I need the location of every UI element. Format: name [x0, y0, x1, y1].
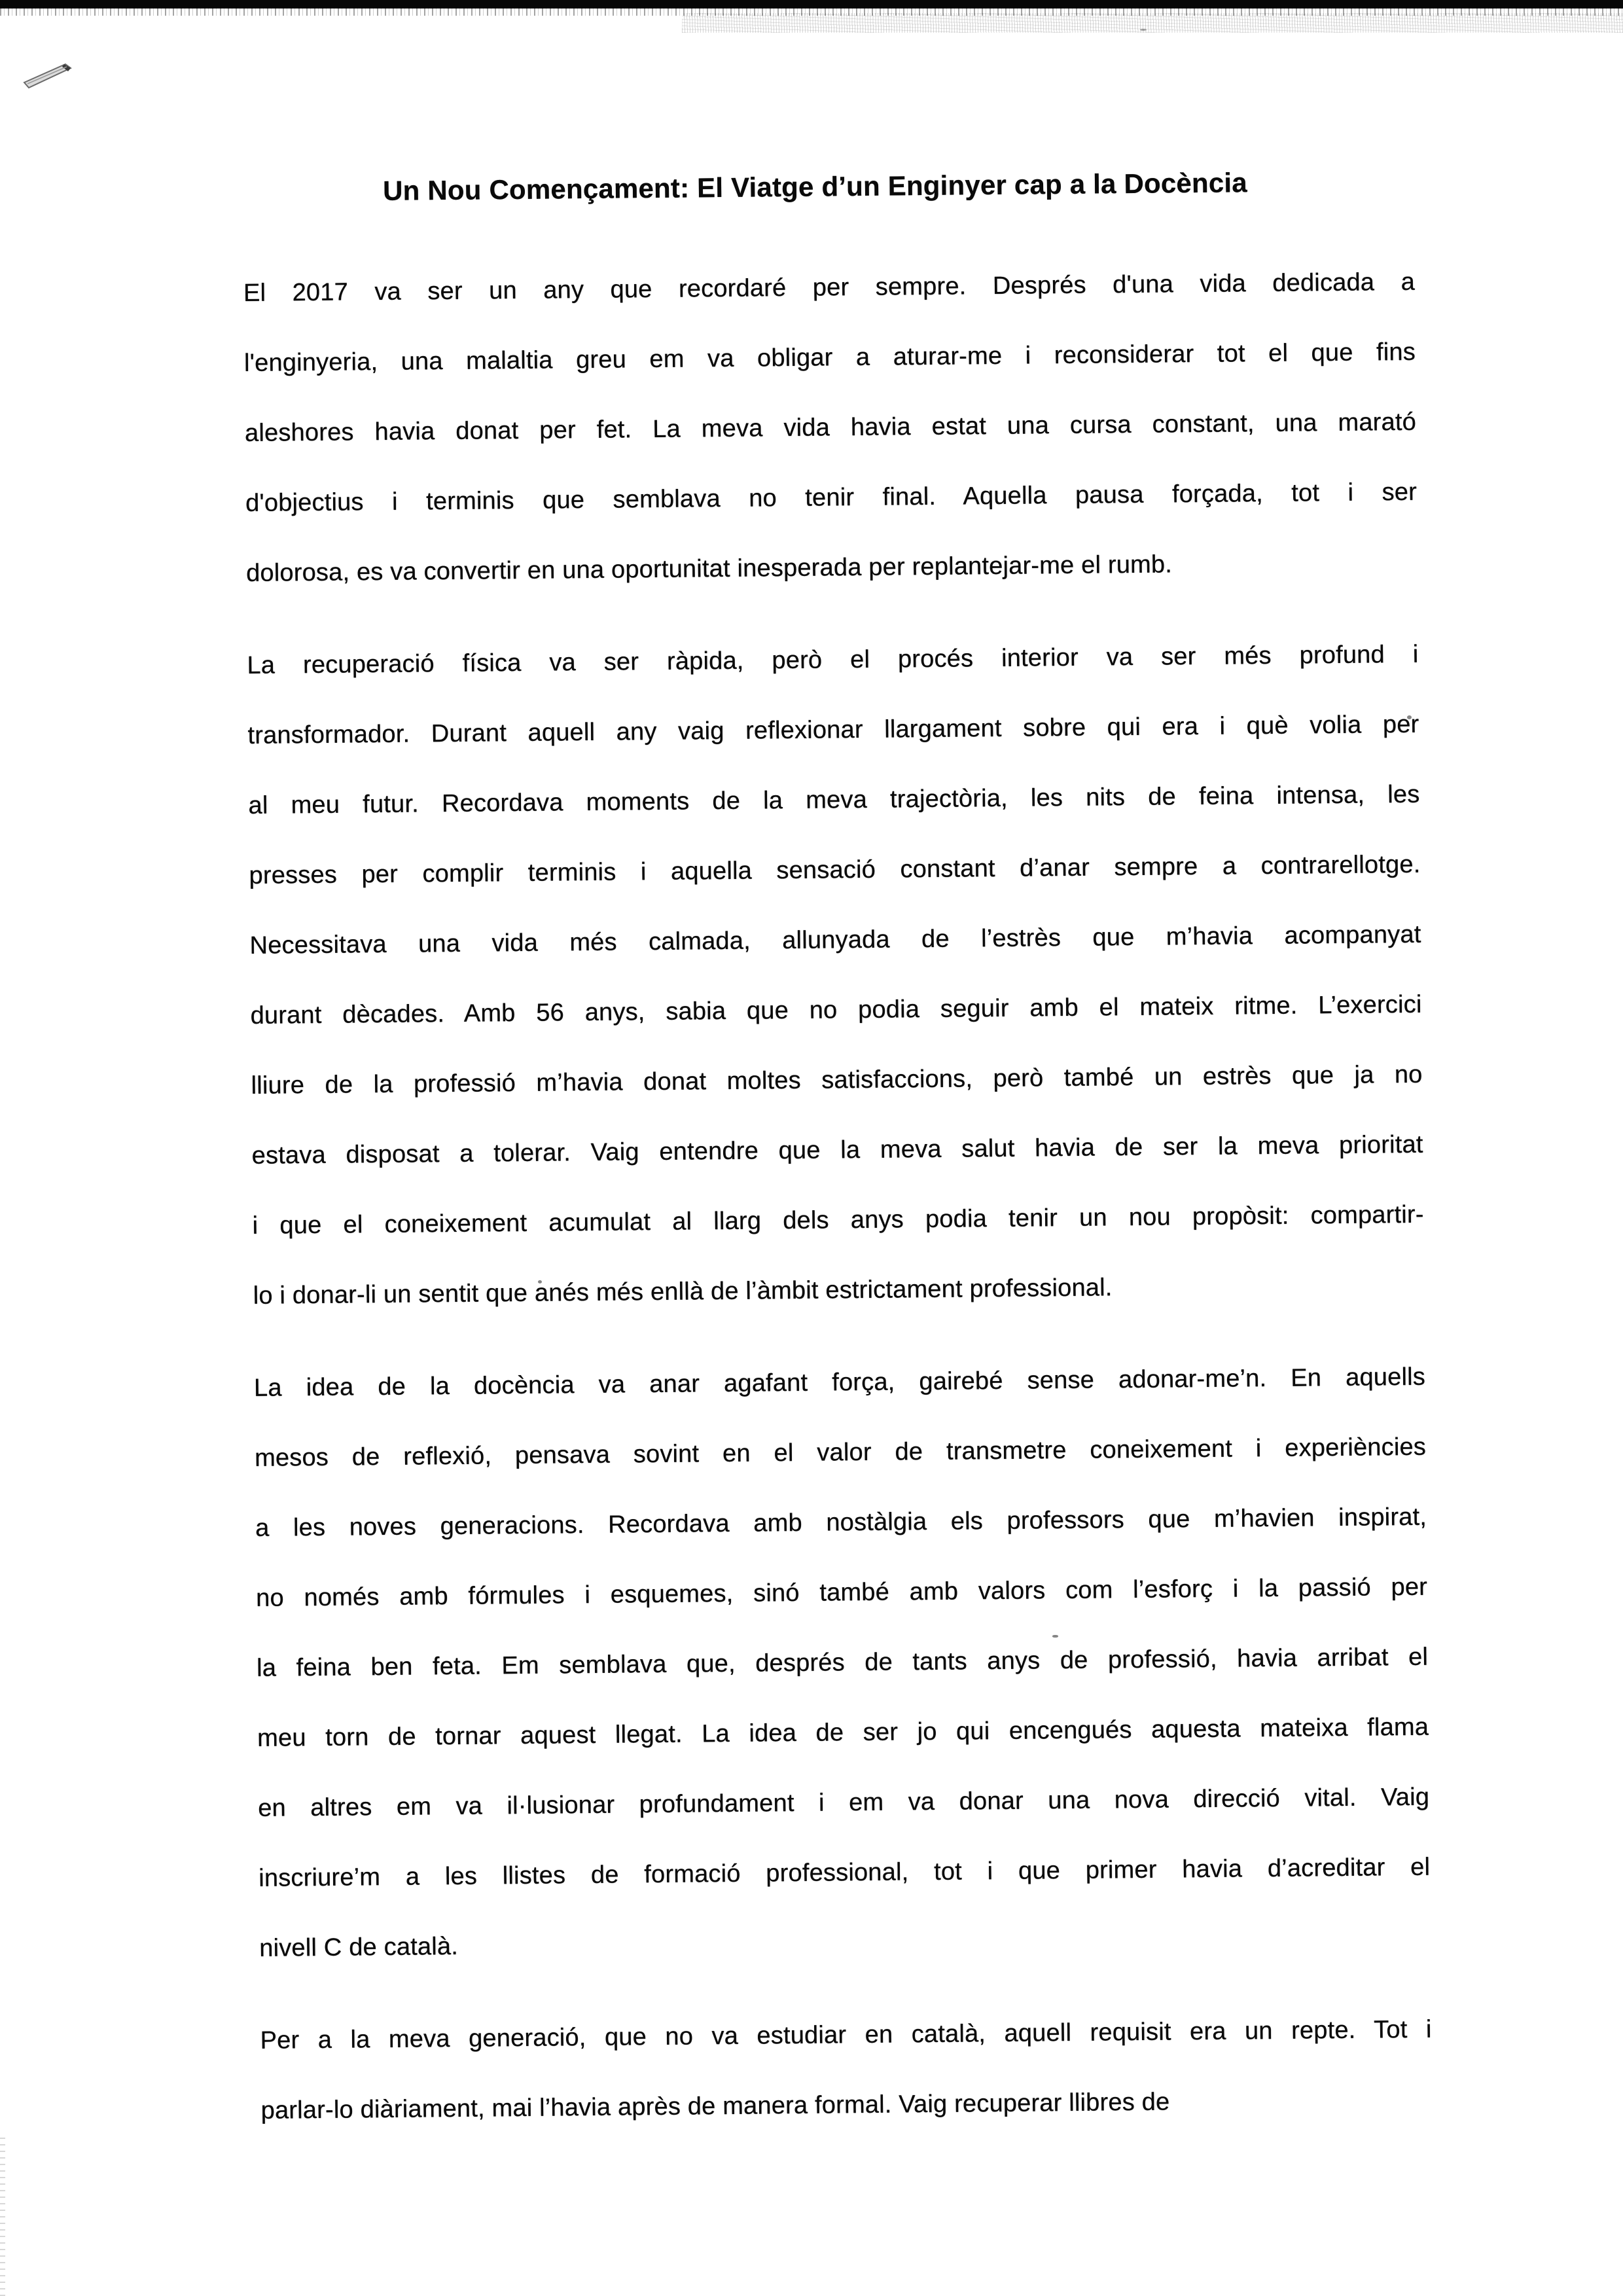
staple-mark	[22, 58, 79, 92]
paragraph	[260, 1995, 1433, 2146]
text-line: lliure de la professió m’havia donat moltes satisfaccions, però també un estrès que ja no	[251, 1060, 1423, 1100]
text-line: a les noves generacions. Recordava amb nostàlgia els professors que m’havien inspirat,	[255, 1503, 1427, 1542]
text-line: La idea de la docència va anar agafant força, gairebé sense adonar-me’n. En aquells	[253, 1363, 1426, 1402]
document-content	[242, 146, 1433, 2146]
text-line: aleshores havia donat per fet. La meva vida havia estat una cursa constant, una marató	[244, 408, 1417, 447]
text-line: presses per complir terminis i aquella sensació constant d’anar sempre a contrarellotge.	[249, 850, 1421, 889]
text-line: estava disposat a tolerar. Vaig entendre que la meva salut havia de ser la meva prioritat	[251, 1130, 1423, 1170]
text-line: al meu futur. Recordava moments de la meva trajectòria, les nits de feina intensa, les	[248, 780, 1420, 819]
text-line: l'enginyeria, una malaltia greu em va obligar a aturar-me i reconsiderar tot el que fins	[243, 338, 1416, 377]
document-title: Un Nou Començament: El Viatge d’un Enginyer cap a la Docència	[382, 167, 1248, 206]
scan-noise-artifact	[682, 13, 1623, 33]
text-line: inscriure’m a les llistes de formació professional, tot i que primer havia d’acreditar el	[259, 1853, 1431, 1892]
paragraph	[243, 247, 1418, 609]
text-line: en altres em va il·lusionar profundament i em va donar una nova direcció vital. Vaig	[258, 1783, 1430, 1822]
scan-noise-left-edge	[0, 2134, 5, 2296]
text-line: durant dècades. Amb 56 anys, sabia que no podia seguir amb el mateix ritme. L’exercici	[250, 990, 1422, 1030]
text-line: mesos de reflexió, pensava sovint en el valor de transmetre coneixement i experiències	[254, 1433, 1427, 1472]
text-line: Necessitava una vida més calmada, allunyada de l’estrès que m’havia acompanyat	[249, 920, 1421, 960]
text-line: transformador. Durant aquell any vaig reflexionar llargament sobre qui era i què volia per	[247, 710, 1419, 749]
text-line: La recuperació física va ser ràpida, però el procés interior va ser més profund i	[247, 640, 1419, 679]
text-line: El 2017 va ser un any que recordaré per sempre. Després d'una vida dedicada a	[243, 268, 1416, 307]
text-line: Per a la meva generació, que no va estudiar en català, aquell requisit era un repte. Tot i	[260, 2015, 1432, 2054]
paragraph	[247, 620, 1425, 1331]
text-line: lo i donar-li un sentit que anés més enllà de l’àmbit estrictament professional.	[253, 1274, 1113, 1310]
text-line: nivell C de català.	[259, 1932, 459, 1962]
text-line: i que el coneixement acumulat al llarg dels anys podia tenir un nou propòsit: compartir-	[252, 1200, 1424, 1240]
text-line: d'objectius i terminis que semblava no tenir final. Aquella pausa forçada, tot i ser	[245, 478, 1418, 517]
text-line: meu torn de tornar aquest llegat. La idea de ser jo qui encengués aquesta mateixa flama	[257, 1713, 1429, 1752]
text-line: parlar-lo diàriament, mai l’havia après de manera formal. Vaig recuperar llibres de	[260, 2088, 1170, 2125]
body-text	[243, 247, 1433, 2146]
text-line: dolorosa, es va convertir en una oportunitat inesperada per replantejar-me el rumb.	[245, 550, 1173, 587]
text-line: la feina ben feta. Em semblava que, després de tants anys de professió, havia arribat el	[256, 1643, 1429, 1682]
paragraph	[254, 1342, 1431, 1984]
text-line: no només amb fórmules i esquemes, sinó també amb valors com l’esforç i la passió per	[255, 1573, 1428, 1612]
scan-speck	[1140, 29, 1147, 31]
